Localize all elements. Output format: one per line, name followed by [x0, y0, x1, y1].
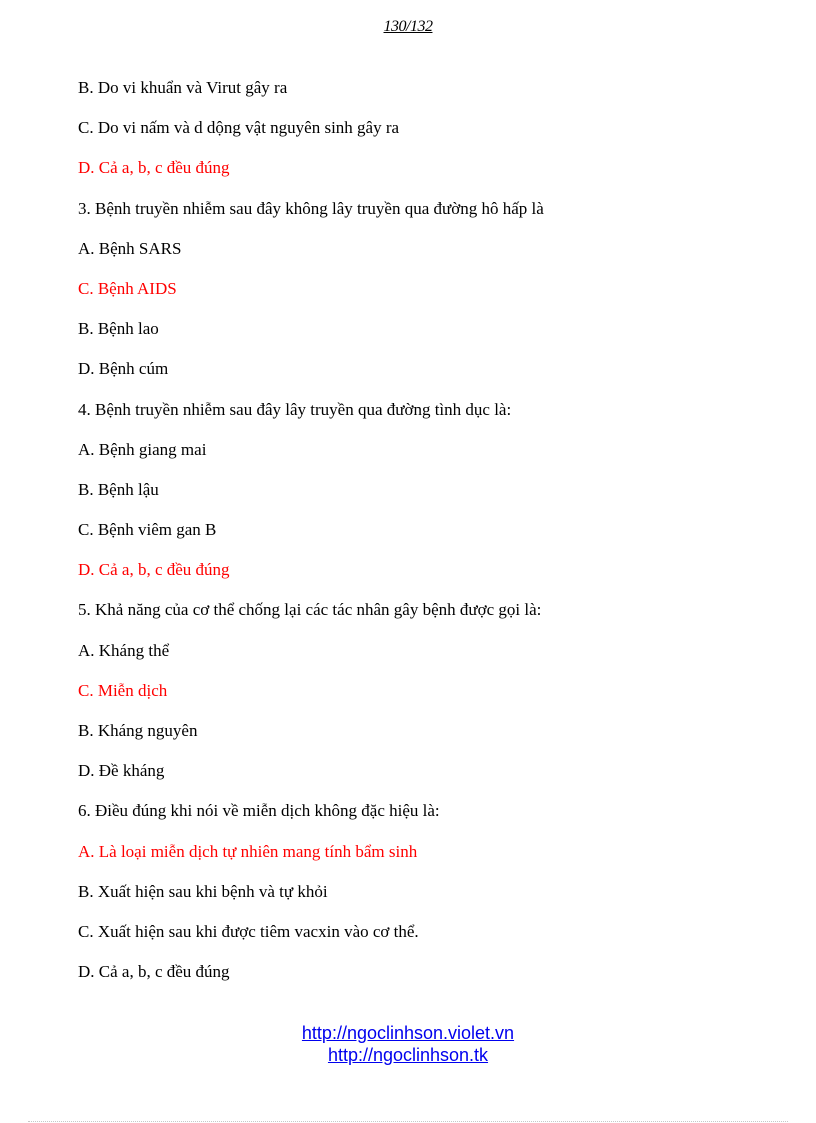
correct-answer-option: D. Cả a, b, c đều đúng [78, 560, 230, 580]
answer-option: D. Đề kháng [78, 761, 165, 781]
answer-option: C. Xuất hiện sau khi được tiêm vacxin vào cơ thể. [78, 921, 419, 941]
answer-option: C. Do vi nấm và d dộng vật nguyên sinh gây ra [78, 118, 400, 138]
question-text: 5. Khả năng của cơ thể chống lại các tác nhân gây bệnh được gọi là: [78, 600, 542, 620]
question-text: 6. Điều đúng khi nói về miễn dịch không đặc hiệu là: [78, 801, 440, 821]
answer-option: C. Bệnh viêm gan B [78, 520, 217, 540]
footer-links [0, 1022, 816, 1066]
footer-link-violet[interactable]: http://ngoclinhson.violet.vn [301, 1023, 515, 1043]
quiz-content [78, 76, 778, 1000]
question-text: 3. Bệnh truyền nhiễm sau đây không lây truyền qua đường hô hấp là [78, 198, 544, 218]
correct-answer-option: C. Miễn dịch [78, 680, 168, 700]
correct-answer-option: D. Cả a, b, c đều đúng [78, 158, 230, 178]
page-bottom-divider [28, 1121, 788, 1122]
page-number: 130/132 [383, 18, 433, 35]
answer-option: B. Do vi khuẩn và Virut gây ra [78, 78, 288, 97]
answer-option: D. Cả a, b, c đều đúng [78, 962, 230, 982]
answer-option: D. Bệnh cúm [78, 359, 169, 379]
answer-option: A. Bệnh SARS [78, 238, 182, 258]
footer-link-tk[interactable]: http://ngoclinhson.tk [327, 1045, 489, 1065]
answer-option: B. Xuất hiện sau khi bệnh và tự khỏi [78, 881, 328, 901]
answer-option: A. Bệnh giang mai [78, 439, 207, 459]
correct-answer-option: C. Bệnh AIDS [78, 278, 177, 298]
answer-option: A. Kháng thể [78, 640, 170, 660]
answer-option: B. Bệnh lao [78, 319, 159, 339]
correct-answer-option: A. Là loại miễn dịch tự nhiên mang tính bẩm sinh [78, 841, 418, 861]
answer-option: B. Bệnh lậu [78, 479, 159, 499]
answer-option: B. Kháng nguyên [78, 721, 198, 740]
question-text: 4. Bệnh truyền nhiễm sau đây lây truyền qua đường tình dục là: [78, 399, 512, 419]
